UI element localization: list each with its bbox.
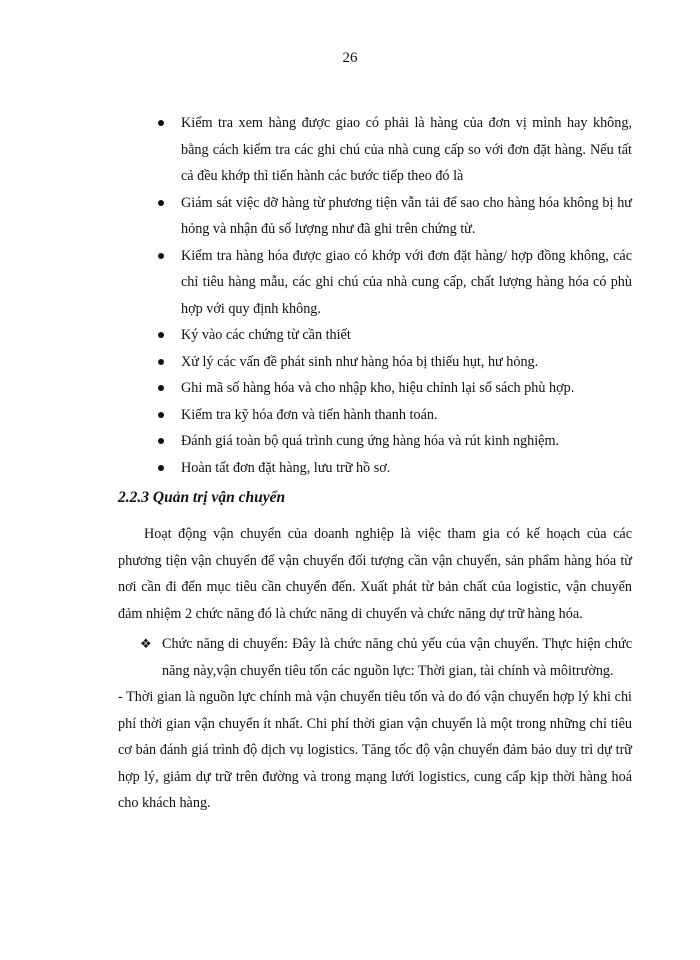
list-item: Ghi mã số hàng hóa và cho nhập kho, hiệu chỉnh lại sổ sách phù hợp.	[118, 375, 632, 402]
document-body	[118, 110, 632, 817]
bullet-icon	[158, 332, 164, 338]
bullet-list	[118, 110, 632, 481]
dash-paragraph: - Thời gian là nguồn lực chính mà vận chuyển tiêu tốn và do đó vận chuyển hợp lý khi chi phí thời gian vận chuyển ít nhất. Chi phí thời gian vận chuyển là một trong những chỉ tiêu cơ bản đánh giá trình độ dịch vụ logistics. Tăng tốc độ vận chuyển đảm bảo duy trì dự trữ hợp lý, giảm dự trữ trên đường và trong mạng lưới logistics, cung cấp kịp thời hàng hoá cho khách hàng.	[118, 689, 632, 811]
bullet-icon	[158, 438, 164, 444]
list-item: Xử lý các vấn đề phát sinh như hàng hóa bị thiếu hụt, hư hỏng.	[118, 349, 632, 376]
bullet-icon	[158, 200, 164, 206]
bullet-icon	[158, 120, 164, 126]
section-heading: 2.2.3 Quản trị vận chuyển	[118, 489, 286, 506]
page-number: 26	[342, 50, 358, 66]
bullet-icon	[158, 253, 164, 259]
intro-paragraph: Hoạt động vận chuyển của doanh nghiệp là việc tham gia có kế hoạch của các phương tiện vận chuyển để vận chuyển đối tượng cần vận chuyển, sản phẩm hàng hóa từ nơi cần đi đến mục tiêu cần chuyển đến. Xuất phát từ bản chất của logistic, vận chuyển đảm nhiệm 2 chức năng đó là chức năng di chuyển và chức năng dự trữ hàng hóa.	[118, 526, 632, 622]
list-item: Giám sát việc dỡ hàng từ phương tiện vẫn tải để sao cho hàng hóa không bị hư hỏng và nhận đủ số lượng như đã ghi trên chứng từ.	[118, 190, 632, 243]
list-item: Đánh giá toàn bộ quá trình cung ứng hàng hóa và rút kinh nghiệm.	[118, 428, 632, 455]
list-item: Ký vào các chứng từ cần thiết	[118, 322, 632, 349]
list-item: Kiểm tra kỹ hóa đơn và tiến hành thanh toán.	[118, 402, 632, 429]
bullet-icon	[158, 385, 164, 391]
list-item: Kiểm tra xem hàng được giao có phải là hàng của đơn vị mình hay không, bằng cách kiểm tra các ghi chú của nhà cung cấp so với đơn đặt hàng. Nếu tất cả đều khớp thì tiến hành các bước tiếp theo đó là	[118, 110, 632, 190]
bullet-icon	[158, 359, 164, 365]
diamond-item-text: Chức năng di chuyển: Đây là chức năng chủ yếu của vận chuyển. Thực hiện chức năng này,vận chuyển tiêu tốn các nguồn lực: Thời gian, tài chính và môitrường.	[162, 636, 632, 679]
bullet-icon	[158, 465, 164, 471]
list-item: Hoàn tất đơn đặt hàng, lưu trữ hồ sơ.	[118, 455, 632, 482]
diamond-bullet-icon: ❖	[140, 636, 152, 651]
diamond-list-item	[118, 631, 632, 684]
list-item: Kiểm tra hàng hóa được giao có khớp với đơn đặt hàng/ hợp đồng không, các chỉ tiêu hàng mẫu, các ghi chú của nhà cung cấp, chất lượng hàng hóa có phù hợp với quy định không.	[118, 243, 632, 323]
bullet-icon	[158, 412, 164, 418]
